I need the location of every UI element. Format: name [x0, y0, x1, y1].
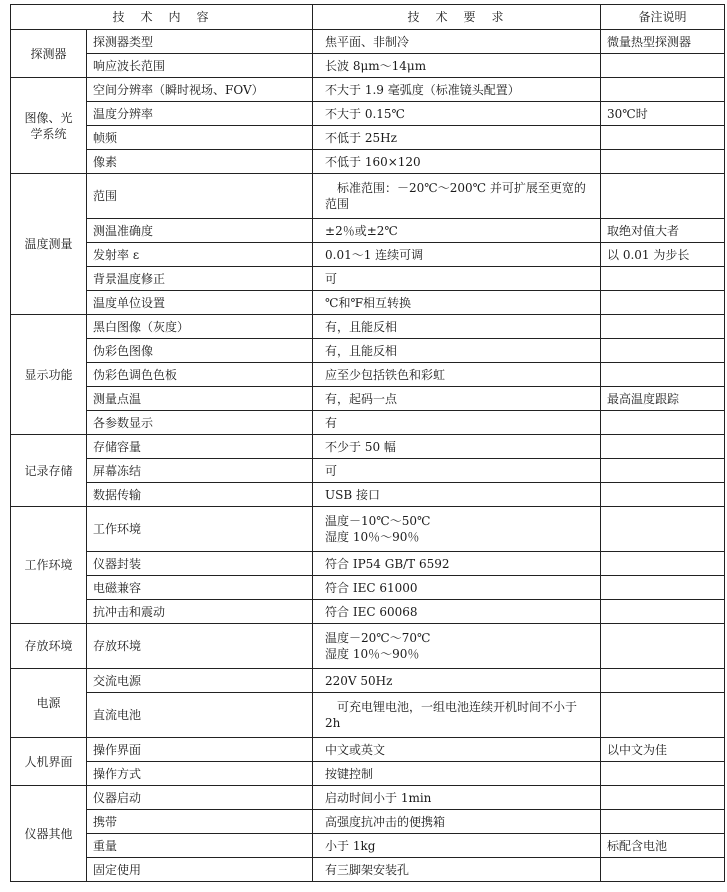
- table-row: [11, 411, 725, 435]
- note-cell: [601, 576, 725, 600]
- note-cell: [601, 126, 725, 150]
- requirement-cell: 不大于 0.15℃: [313, 102, 601, 126]
- requirement-cell: USB 接口: [313, 483, 601, 507]
- note-cell: [601, 267, 725, 291]
- requirement-cell: 焦平面、非制冷: [313, 30, 601, 54]
- category-cell: 人机界面: [11, 738, 87, 786]
- requirement-cell: 小于 1kg: [313, 834, 601, 858]
- category-cell: 存放环境: [11, 624, 87, 669]
- note-cell: [601, 411, 725, 435]
- item-cell: 探测器类型: [87, 30, 313, 54]
- item-cell: 测温准确度: [87, 219, 313, 243]
- note-cell: 最高温度跟踪: [601, 387, 725, 411]
- note-cell: [601, 150, 725, 174]
- header-note: 备注说明: [601, 5, 725, 30]
- requirement-cell: 符合 IP54 GB/T 6592: [313, 552, 601, 576]
- note-cell: 微量热型探测器: [601, 30, 725, 54]
- item-cell: 直流电池: [87, 693, 313, 738]
- table-row: [11, 291, 725, 315]
- item-cell: 交流电源: [87, 669, 313, 693]
- requirement-cell: 不低于 25Hz: [313, 126, 601, 150]
- item-cell: 仪器封装: [87, 552, 313, 576]
- table-row: [11, 669, 725, 693]
- table-row: [11, 339, 725, 363]
- table-row: [11, 786, 725, 810]
- note-cell: 以 0.01 为步长: [601, 243, 725, 267]
- requirement-cell: 有，起码一点: [313, 387, 601, 411]
- table-row: [11, 126, 725, 150]
- category-cell: 仪器其他: [11, 786, 87, 882]
- table-body: [11, 30, 725, 882]
- requirement-cell: 0.01～1 连续可调: [313, 243, 601, 267]
- table-row: [11, 762, 725, 786]
- category-cell: 温度测量: [11, 174, 87, 315]
- table-row: [11, 552, 725, 576]
- table-row: [11, 102, 725, 126]
- table-row: [11, 78, 725, 102]
- table-row: [11, 54, 725, 78]
- requirement-cell: 有三脚架安装孔: [313, 858, 601, 882]
- requirement-cell: 符合 IEC 60068: [313, 600, 601, 624]
- requirement-cell: 可: [313, 267, 601, 291]
- note-cell: [601, 291, 725, 315]
- note-cell: [601, 600, 725, 624]
- table-row: [11, 834, 725, 858]
- table-row: [11, 435, 725, 459]
- requirement-cell: 不少于 50 幅: [313, 435, 601, 459]
- requirement-cell: 符合 IEC 61000: [313, 576, 601, 600]
- requirement-cell: 可: [313, 459, 601, 483]
- item-cell: 像素: [87, 150, 313, 174]
- requirement-cell: 应至少包括铁色和彩虹: [313, 363, 601, 387]
- table-row: [11, 624, 725, 669]
- note-cell: [601, 858, 725, 882]
- table-row: [11, 174, 725, 219]
- requirement-cell: 不低于 160×120: [313, 150, 601, 174]
- note-cell: 标配含电池: [601, 834, 725, 858]
- item-cell: 帧频: [87, 126, 313, 150]
- item-cell: 响应波长范围: [87, 54, 313, 78]
- table-row: [11, 858, 725, 882]
- requirement-cell: ℃和℉相互转换: [313, 291, 601, 315]
- note-cell: [601, 54, 725, 78]
- item-cell: 工作环境: [87, 507, 313, 552]
- item-cell: 温度单位设置: [87, 291, 313, 315]
- note-cell: [601, 507, 725, 552]
- item-cell: 携带: [87, 810, 313, 834]
- item-cell: 存储容量: [87, 435, 313, 459]
- requirement-cell: 220V 50Hz: [313, 669, 601, 693]
- table-row: [11, 693, 725, 738]
- item-cell: 各参数显示: [87, 411, 313, 435]
- note-cell: [601, 552, 725, 576]
- note-cell: [601, 693, 725, 738]
- table-row: [11, 507, 725, 552]
- requirement-cell: ±2％或±2℃: [313, 219, 601, 243]
- item-cell: 温度分辨率: [87, 102, 313, 126]
- table-row: [11, 387, 725, 411]
- table-header: [11, 5, 725, 30]
- requirement-cell: 启动时间小于 1min: [313, 786, 601, 810]
- note-cell: [601, 483, 725, 507]
- note-cell: [601, 669, 725, 693]
- table-row: [11, 30, 725, 54]
- note-cell: [601, 762, 725, 786]
- table-row: [11, 459, 725, 483]
- table-row: [11, 738, 725, 762]
- table-row: [11, 483, 725, 507]
- table-row: [11, 219, 725, 243]
- note-cell: [601, 339, 725, 363]
- item-cell: 抗冲击和震动: [87, 600, 313, 624]
- note-cell: [601, 624, 725, 669]
- note-cell: [601, 174, 725, 219]
- requirement-cell: 高强度抗冲击的便携箱: [313, 810, 601, 834]
- category-cell: 工作环境: [11, 507, 87, 624]
- item-cell: 黑白图像（灰度）: [87, 315, 313, 339]
- requirement-cell: 有，且能反相: [313, 339, 601, 363]
- table-row: [11, 150, 725, 174]
- table-row: [11, 363, 725, 387]
- table-row: [11, 243, 725, 267]
- spec-table: [10, 4, 725, 882]
- item-cell: 操作界面: [87, 738, 313, 762]
- requirement-cell: 长波 8μm～14μm: [313, 54, 601, 78]
- note-cell: 以中文为佳: [601, 738, 725, 762]
- table-row: [11, 600, 725, 624]
- note-cell: 取绝对值大者: [601, 219, 725, 243]
- item-cell: 存放环境: [87, 624, 313, 669]
- requirement-cell: 有: [313, 411, 601, 435]
- requirement-cell: 温度－10℃～50℃ 湿度 10％～90％: [313, 507, 601, 552]
- note-cell: [601, 315, 725, 339]
- requirement-cell: 中文或英文: [313, 738, 601, 762]
- note-cell: [601, 786, 725, 810]
- requirement-cell: 有，且能反相: [313, 315, 601, 339]
- item-cell: 背景温度修正: [87, 267, 313, 291]
- table-row: [11, 267, 725, 291]
- table-row: [11, 315, 725, 339]
- note-cell: [601, 459, 725, 483]
- header-requirement: 技 术 要 求: [313, 5, 601, 30]
- category-cell: 记录存储: [11, 435, 87, 507]
- item-cell: 测量点温: [87, 387, 313, 411]
- note-cell: [601, 78, 725, 102]
- item-cell: 屏幕冻结: [87, 459, 313, 483]
- item-cell: 操作方式: [87, 762, 313, 786]
- table-row: [11, 810, 725, 834]
- item-cell: 发射率 ε: [87, 243, 313, 267]
- item-cell: 伪彩色调色色板: [87, 363, 313, 387]
- requirement-cell: 不大于 1.9 毫弧度（标准镜头配置）: [313, 78, 601, 102]
- item-cell: 数据传输: [87, 483, 313, 507]
- item-cell: 固定使用: [87, 858, 313, 882]
- note-cell: [601, 363, 725, 387]
- category-cell: 电源: [11, 669, 87, 738]
- item-cell: 空间分辨率（瞬时视场、FOV）: [87, 78, 313, 102]
- requirement-cell: 按键控制: [313, 762, 601, 786]
- item-cell: 仪器启动: [87, 786, 313, 810]
- requirement-cell: 可充电锂电池，一组电池连续开机时间不小于 2h: [313, 693, 601, 738]
- note-cell: 30℃时: [601, 102, 725, 126]
- item-cell: 电磁兼容: [87, 576, 313, 600]
- item-cell: 伪彩色图像: [87, 339, 313, 363]
- item-cell: 重量: [87, 834, 313, 858]
- note-cell: [601, 435, 725, 459]
- requirement-cell: 标准范围：－20℃～200℃ 并可扩展至更宽的范围: [313, 174, 601, 219]
- item-cell: 范围: [87, 174, 313, 219]
- table-row: [11, 576, 725, 600]
- requirement-cell: 温度－20℃～70℃ 湿度 10％～90％: [313, 624, 601, 669]
- category-cell: 图像、光学系统: [11, 78, 87, 174]
- category-cell: 显示功能: [11, 315, 87, 435]
- header-content: 技 术 内 容: [11, 5, 313, 30]
- category-cell: 探测器: [11, 30, 87, 78]
- note-cell: [601, 810, 725, 834]
